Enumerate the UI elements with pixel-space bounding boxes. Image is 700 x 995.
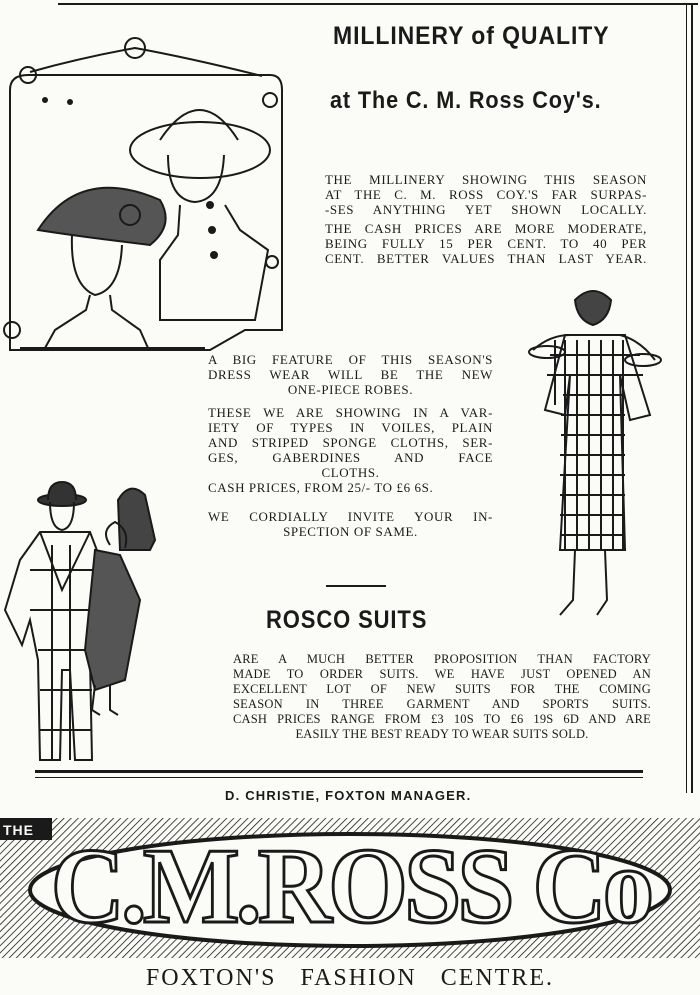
robes-line: IETY OF TYPES IN VOILES, PLAIN xyxy=(208,420,493,435)
suit-man-illustration xyxy=(0,470,180,765)
suits-paragraph xyxy=(233,652,651,742)
right-border xyxy=(691,3,693,793)
headline-millinery: MILLINERY of QUALITY xyxy=(333,22,610,50)
bottom-rule-thick xyxy=(35,770,643,773)
robes-line: GES, GABERDINES AND FACE xyxy=(208,450,493,465)
robes-line: CASH PRICES, FROM 25/- TO £6 6S. xyxy=(208,480,434,495)
suits-line: CASH PRICES RANGE FROM £3 10S TO £6 19S 6D AND ARE xyxy=(233,712,651,726)
robes-line: DRESS WEAR WILL BE THE NEW xyxy=(208,367,493,382)
banner-the: THE xyxy=(3,822,34,838)
millinery-line: AT THE C. M. ROSS COY.'S FAR SURPAS- xyxy=(325,187,647,202)
robes-line: THESE WE ARE SHOWING IN A VAR- xyxy=(208,405,493,420)
headline-ross: at The C. M. Ross Coy's. xyxy=(330,87,602,114)
suits-line: ARE A MUCH BETTER PROPOSITION THAN FACTORY xyxy=(233,652,651,666)
millinery-line: CENT. BETTER VALUES THAN LAST YEAR. xyxy=(325,251,647,266)
millinery-paragraph xyxy=(325,172,647,266)
suits-line: EXCELLENT LOT OF NEW SUITS FOR THE COMING xyxy=(233,682,651,696)
robes-line: WE CORDIALLY INVITE YOUR IN- xyxy=(208,509,493,524)
right-border-inner xyxy=(686,3,687,793)
millinery-line: BEING FULLY 15 PER CENT. TO 40 PER xyxy=(325,236,647,251)
rosco-suits-heading: ROSCO SUITS xyxy=(266,606,428,634)
robes-line: A BIG FEATURE OF THIS SEASON'S xyxy=(208,352,493,367)
robes-line: SPECTION OF SAME. xyxy=(283,524,418,539)
robes-line: CLOTHS. xyxy=(321,465,380,480)
millinery-line: THE MILLINERY SHOWING THIS SEASON xyxy=(325,172,647,187)
suits-line: MADE TO ORDER SUITS. WE HAVE JUST OPENED AN xyxy=(233,667,651,681)
suits-line: SEASON IN THREE GARMENT AND SPORTS SUITS. xyxy=(233,697,651,711)
millinery-line: -SES ANYTHING YET SHOWN LOCALLY. xyxy=(325,202,647,217)
tagline: FOXTON'S FASHION CENTRE. xyxy=(145,965,555,991)
suits-divider xyxy=(326,585,386,587)
millinery-line: THE CASH PRICES ARE MORE MODERATE, xyxy=(325,221,647,236)
top-rule xyxy=(58,3,698,5)
bottom-rule-thin xyxy=(35,777,643,778)
suits-line: EASILY THE BEST READY TO WEAR SUITS SOLD. xyxy=(295,727,589,741)
banner-company-name: C.M.ROSS Co xyxy=(50,827,651,946)
robe-illustration xyxy=(525,280,670,625)
millinery-illustration xyxy=(0,30,300,360)
manager-line: D. CHRISTIE, FOXTON MANAGER. xyxy=(225,788,472,803)
robes-paragraph xyxy=(208,352,493,539)
robes-line: ONE-PIECE ROBES. xyxy=(287,382,414,397)
robes-line: AND STRIPED SPONGE CLOTHS, SER- xyxy=(208,435,493,450)
